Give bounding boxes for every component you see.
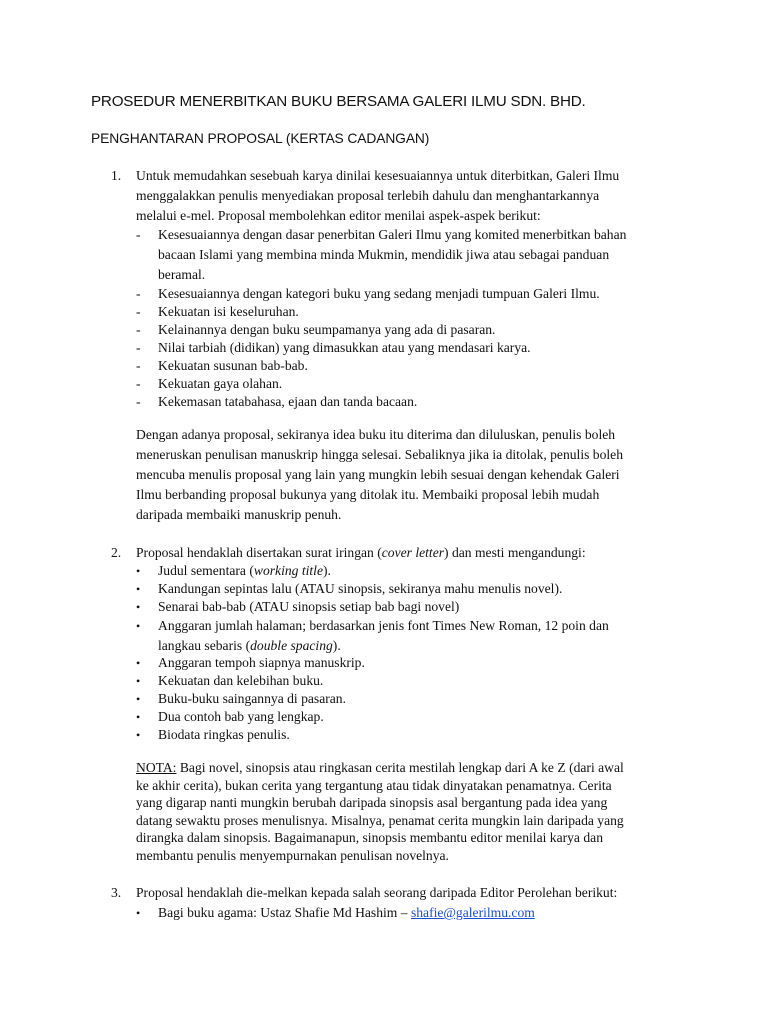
- item-3-intro: [136, 883, 681, 903]
- dash-marker: -: [136, 304, 141, 319]
- aspect-line: Kesesuaiannya dengan dasar penerbitan Galeri Ilmu yang komited menerbitkan bahan: [158, 227, 627, 242]
- bullet-marker: •: [136, 674, 141, 688]
- aspect-item: [136, 225, 696, 285]
- nota-line: yang digarap nanti mungkin berubah daripada sinopsis asal bergantung pada idea yang: [136, 795, 608, 810]
- intro-text: Proposal hendaklah disertakan surat iringan (: [136, 545, 382, 560]
- aspect-text: Kekuatan gaya olahan.: [158, 376, 283, 391]
- bullet-marker: •: [136, 656, 141, 670]
- dash-marker: -: [136, 394, 141, 409]
- editor-text: Bagi buku agama: Ustaz Shafie Md Hashim –: [158, 905, 411, 920]
- item-1-intro: [136, 166, 681, 226]
- paragraph-line: melalui e-mel. Proposal membolehkan editor menilai aspek-aspek berikut:: [136, 208, 541, 223]
- requirement-text: Senarai bab-bab (ATAU sinopsis setiap bab bagi novel): [158, 599, 460, 614]
- intro-text: ) dan mesti mengandungi:: [444, 545, 586, 560]
- nota-line: ke akhir cerita), bukan cerita yang tergantung atau tidak dinyatakan penamatnya. Cerita: [136, 777, 612, 793]
- aspect-text: Kekuatan susunan bab-bab.: [158, 358, 308, 373]
- dash-marker: -: [136, 340, 141, 355]
- item-number: 2.: [111, 545, 122, 560]
- section-heading: PENGHANTARAN PROPOSAL (KERTAS CADANGAN): [91, 131, 430, 146]
- requirement-text: Dua contoh bab yang lengkap.: [158, 709, 324, 724]
- paragraph-line: Untuk memudahkan sesebuah karya dinilai kesesuaiannya untuk diterbitkan, Galeri Ilmu: [136, 168, 620, 183]
- dash-marker: -: [136, 322, 141, 337]
- paragraph-line: Dengan adanya proposal, sekiranya idea buku itu diterima dan diluluskan, penulis boleh: [136, 427, 616, 442]
- aspect-line: bacaan Islami yang membina minda Mukmin, mendidik jiwa atau sebagai panduan: [158, 247, 610, 262]
- bullet-marker: •: [136, 619, 141, 633]
- requirement-text: Judul sementara (: [158, 563, 254, 578]
- requirement-line: Anggaran jumlah halaman; berdasarkan jenis font Times New Roman, 12 poin dan: [158, 618, 609, 633]
- nota-label: NOTA:: [136, 760, 177, 775]
- paragraph-line: daripada membaiki manuskrip penuh.: [136, 507, 342, 522]
- nota-line: dirangka dalam sinopsis. Bagaimanapun, sinopsis membantu editor menilai karya dan: [136, 830, 603, 845]
- aspect-text: Kekemasan tatabahasa, ejaan dan tanda bacaan.: [158, 394, 418, 409]
- bullet-marker: •: [136, 906, 141, 920]
- nota-line: membantu penulis menyempurnakan penulisan novelnya.: [136, 847, 449, 863]
- dash-marker: -: [136, 376, 141, 391]
- paragraph-line: Proposal hendaklah die-melkan kepada salah seorang daripada Editor Perolehan berikut:: [136, 885, 618, 900]
- item-1-closing: [136, 425, 681, 525]
- aspect-line: beramal.: [158, 267, 206, 282]
- aspect-text: Kelainannya dengan buku seumpamanya yang ada di pasaran.: [158, 322, 496, 337]
- nota-text: Bagi novel, sinopsis atau ringkasan cerita mestilah lengkap dari A ke Z (dari awal: [176, 760, 624, 775]
- requirement-emphasis: double spacing: [250, 637, 333, 653]
- requirement-text: Kandungan sepintas lalu (ATAU sinopsis, sekiranya mahu menulis novel).: [158, 581, 563, 596]
- paragraph-line: Ilmu berbanding proposal bukunya yang ditolak itu. Membaiki proposal lebih mudah: [136, 487, 600, 502]
- dash-marker: -: [136, 358, 141, 373]
- requirement-text: Kekuatan dan kelebihan buku.: [158, 673, 324, 688]
- dash-marker: -: [136, 286, 141, 301]
- dash-marker: -: [136, 227, 141, 242]
- nota-line: datang sewaktu proses menulisnya. Misalnya, penamat cerita mungkin lain daripada yang: [136, 812, 624, 828]
- bullet-marker: •: [136, 582, 141, 596]
- intro-emphasis: cover letter: [381, 545, 445, 560]
- aspect-text: Nilai tarbiah (didikan) yang dimasukkan atau yang mendasari karya.: [158, 340, 531, 355]
- bullet-marker: •: [136, 564, 141, 578]
- item-number: 1.: [111, 168, 122, 183]
- requirement-text: Biodata ringkas penulis.: [158, 727, 290, 742]
- aspect-text: Kekuatan isi keseluruhan.: [158, 304, 299, 319]
- bullet-marker: •: [136, 710, 141, 724]
- paragraph-line: meneruskan penulisan manuskrip hingga selesai. Sebaliknya jika ia ditolak, penulis boleh: [136, 447, 623, 462]
- aspect-text: Kesesuaiannya dengan kategori buku yang sedang menjadi tumpuan Galeri Ilmu.: [158, 286, 600, 301]
- requirement-text: Anggaran tempoh siapnya manuskrip.: [158, 655, 365, 670]
- bullet-marker: •: [136, 692, 141, 706]
- paragraph-line: mencuba menulis proposal yang lain yang mungkin lebih sesuai dengan kehendak Galeri: [136, 467, 620, 482]
- bullet-marker: •: [136, 728, 141, 742]
- requirement-item: [136, 616, 696, 656]
- item-number: 3.: [111, 885, 122, 900]
- item-2-intro: [136, 543, 681, 563]
- paragraph-line: menggalakkan penulis menyediakan proposal terlebih dahulu dan menghantarkannya: [136, 188, 600, 203]
- document-title: PROSEDUR MENERBITKAN BUKU BERSAMA GALERI ILMU SDN. BHD.: [91, 93, 586, 110]
- email-link[interactable]: shafie@galerilmu.com: [410, 905, 535, 920]
- requirement-text: ).: [332, 637, 341, 653]
- bullet-marker: •: [136, 600, 141, 614]
- nota-paragraph: [136, 759, 681, 864]
- requirement-text: ).: [323, 563, 331, 578]
- requirement-text: langkau sebaris (: [158, 637, 251, 653]
- requirement-text: Buku-buku saingannya di pasaran.: [158, 691, 347, 706]
- requirement-emphasis: working title: [253, 563, 323, 578]
